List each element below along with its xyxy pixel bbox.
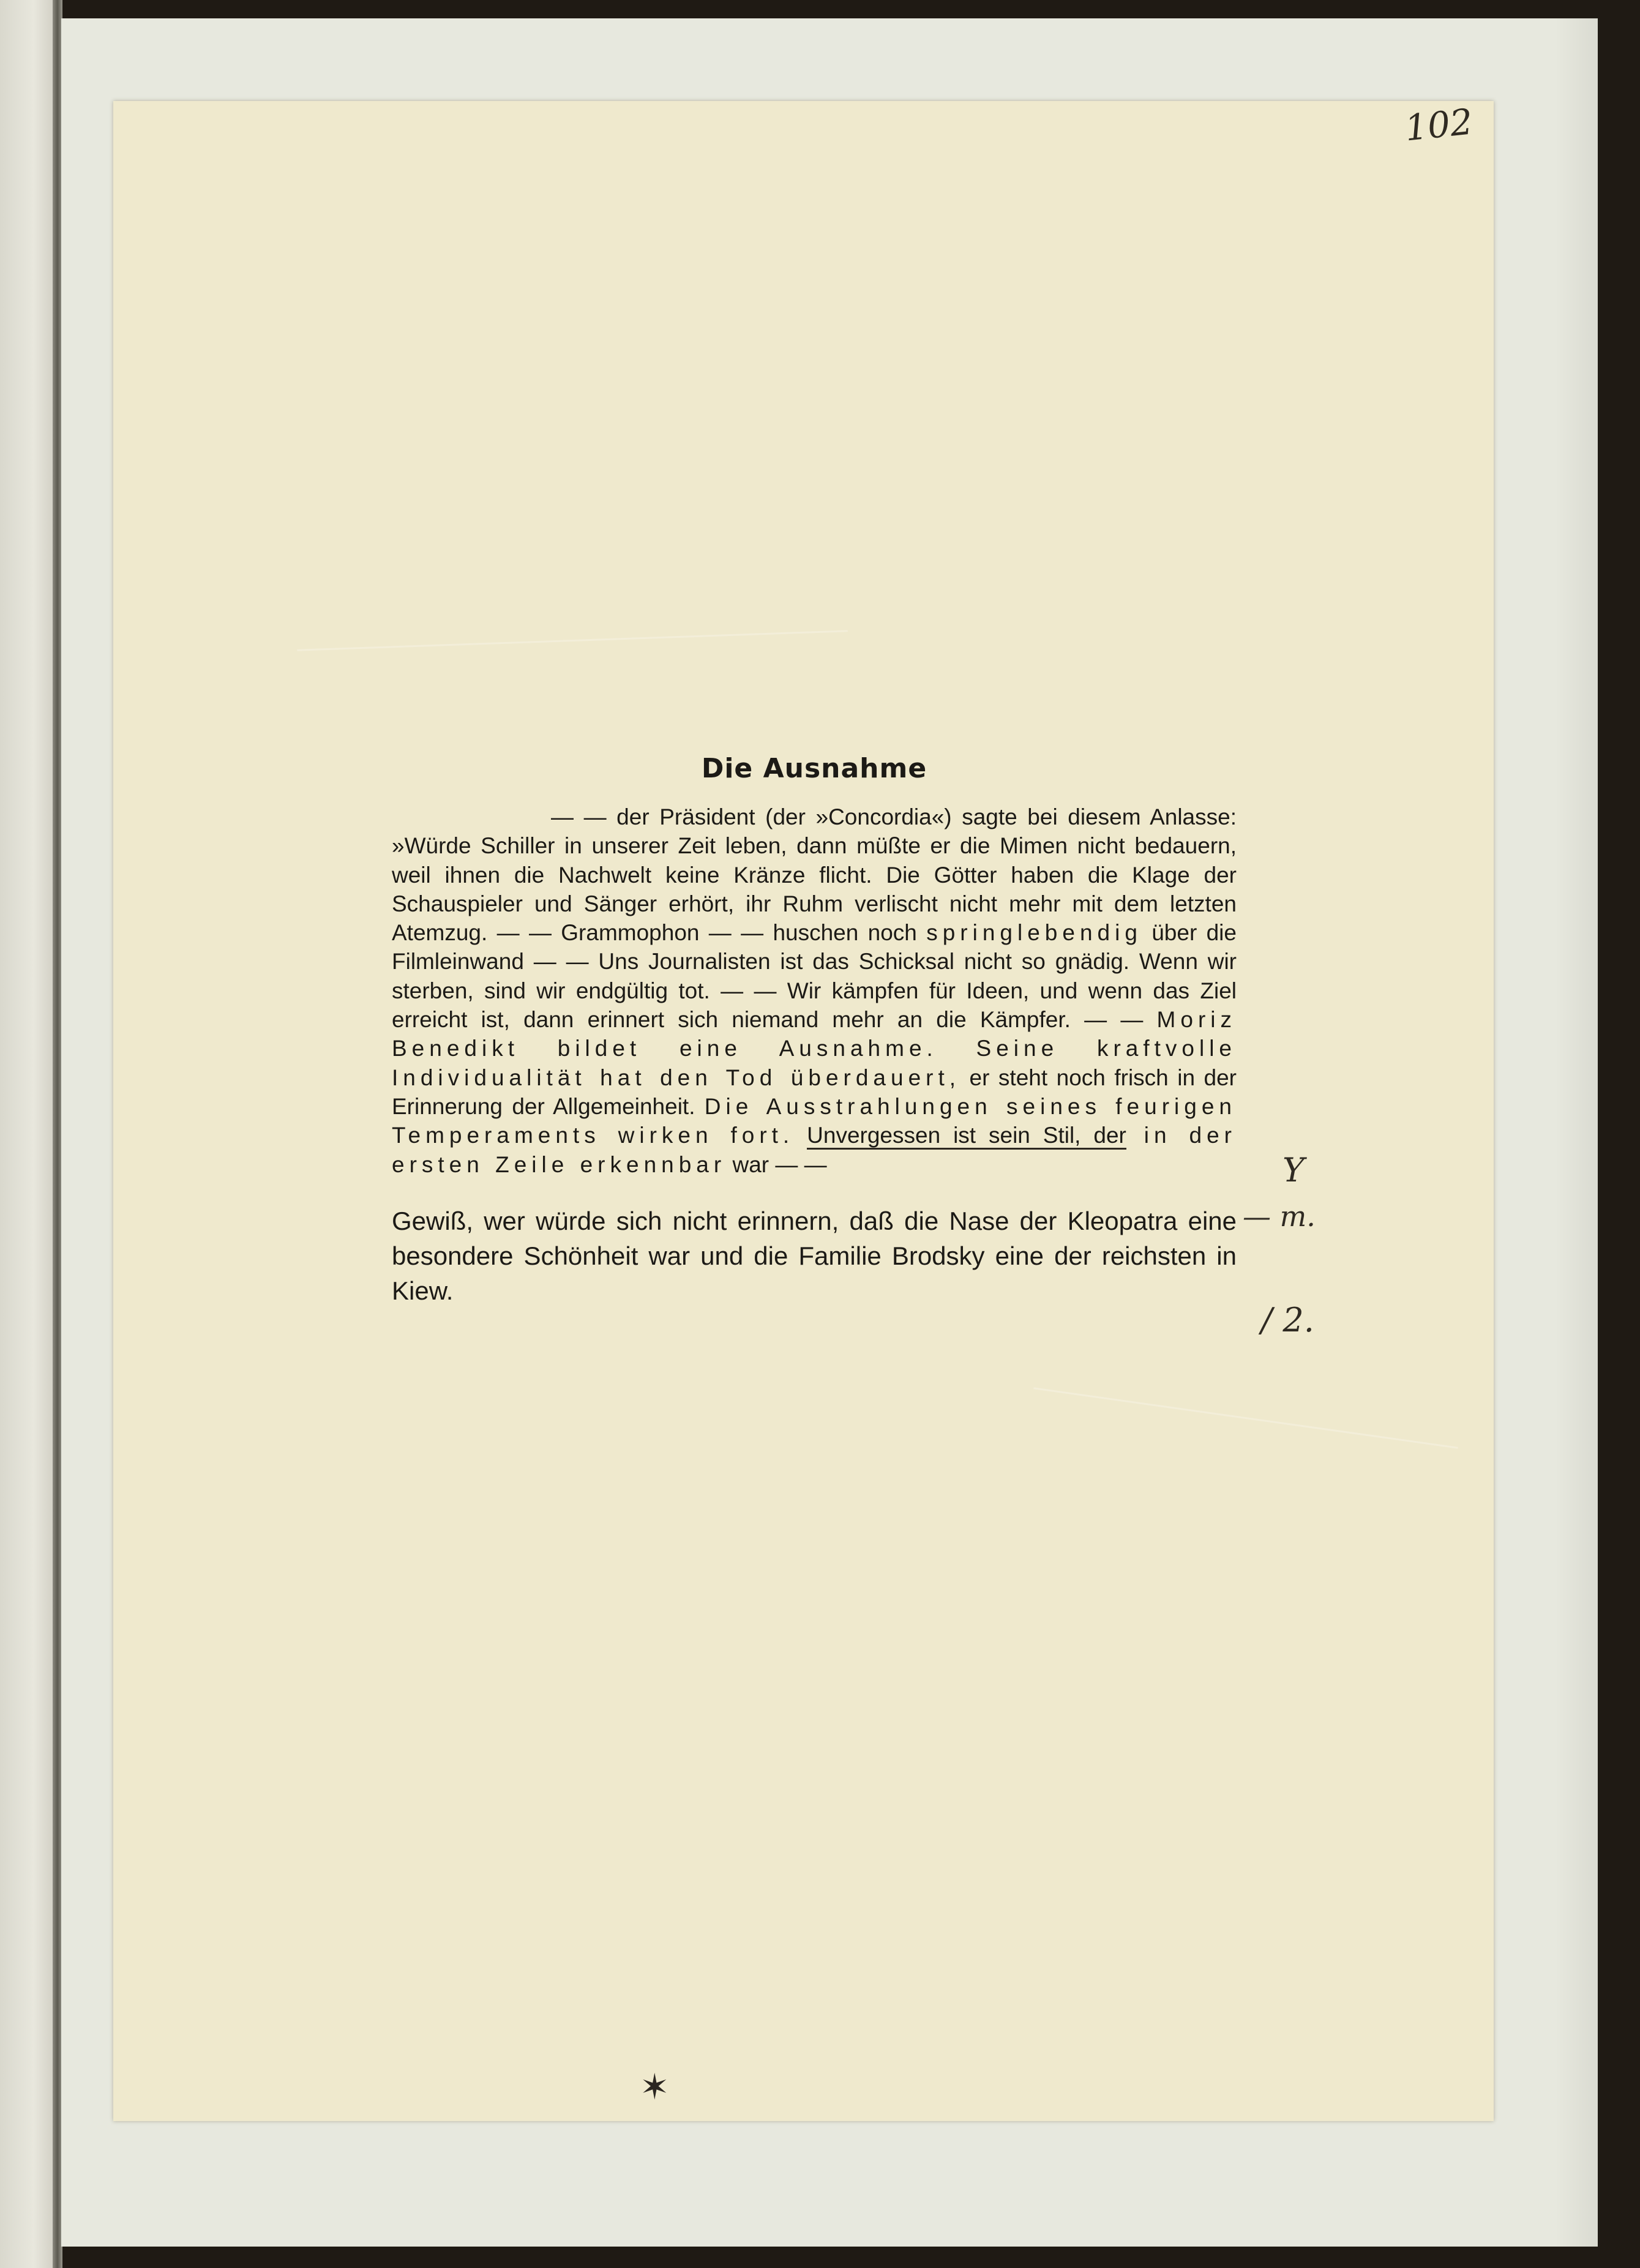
quote-mid-2: er steht noch frisch in der Erinnerung der Allgemeinheit. — [392, 1065, 1237, 1119]
quote-spaced-2: Moriz Benedikt bildet eine Ausnahme. Seine kraftvolle Individualität hat den Tod überdauert, — [392, 1007, 1237, 1090]
article-title: Die Ausnahme — [701, 753, 927, 784]
quote-mid-1: über die Filmleinwand — — Uns Journalisten ist das Schicksal nicht so gnädig. Wenn wir sterben, sind wir endgültig tot. — — Wir kämpfen für Ideen, und wenn das Ziel erreicht ist, dann erinnert sich niemand mehr an die Kämpfer. — — — [392, 920, 1237, 1033]
article-quote — [392, 803, 1237, 1179]
bottom-mark: ✶ — [640, 2066, 670, 2108]
paper-crease — [1033, 1387, 1458, 1448]
quote-underlined: Unvergessen ist sein Stil, der — [807, 1123, 1126, 1150]
article — [392, 753, 1237, 1308]
margin-note-a: Y — [1282, 1151, 1305, 1189]
margin-note-b: — m. — [1243, 1200, 1316, 1233]
quote-spaced-3: Die Ausstrahlungen seines feurigen Temperaments wirken fort. — [392, 1093, 1237, 1148]
quote-spaced-4: in der ersten Zeile erkennbar — [392, 1123, 1237, 1177]
quote-lead: — — der Präsident (der »Concordia«) sagte bei diesem Anlasse: »Würde Schiller in unserer Zeit leben, dann müßte er die Mimen nicht bedauern, weil ihnen die Nachwelt keine Kränze flicht. Die Götter haben die Klage der Schauspieler und Sänger erhört, ihr Ruhm verlischt nicht mehr mit dem letzten Atemzug. — — Grammophon — — huschen noch — [392, 804, 1237, 946]
article-closing: Gewiß, wer würde sich nicht erinnern, daß die Nase der Kleopatra eine besondere Schönheit war und die Familie Brodsky eine der reichsten in Kiew. — [392, 1206, 1237, 1305]
margin-note-c: / 2. — [1261, 1301, 1314, 1339]
quote-spaced-1: springlebendig — [926, 920, 1142, 946]
paper-crease — [297, 630, 848, 651]
quote-end: war — — — [726, 1151, 827, 1177]
folio-number: 102 — [1402, 100, 1475, 149]
page-shadow — [1555, 18, 1598, 2247]
left-page-edge — [0, 0, 56, 2268]
